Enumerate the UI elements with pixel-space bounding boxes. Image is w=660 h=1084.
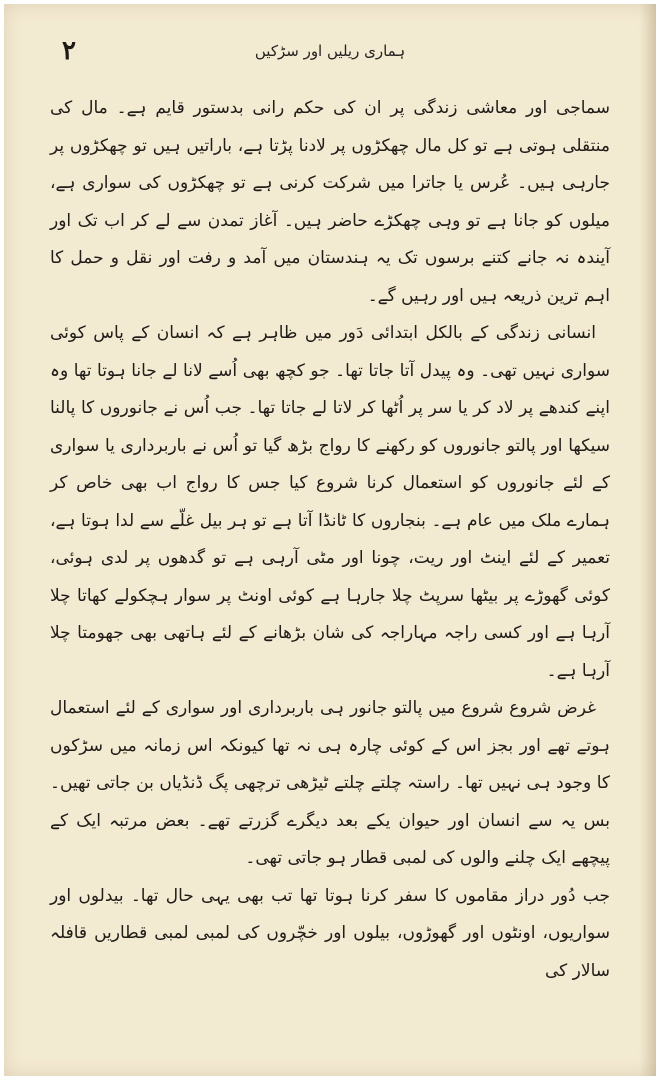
paragraph: غرض شروع شروع میں پالتو جانور ہی باربرداری اور سواری کے لئے استعمال ہوتے تھے اور بجز اس کے کوئی چارہ ہی نہ تھا کیونکہ اس زمانہ میں سڑکوں کا وجود ہی نہیں تھا۔ راستہ چلتے چلتے ٹیڑھی ترچھی پگ ڈنڈیاں بن جاتی تھیں۔ بس یہ سے انسان اور حیوان یکے بعد دیگرے گزرتے تھے۔ بعض مرتبہ ایک کے پیچھے ایک چلنے والوں کی لمبی قطار ہو جاتی تھی۔: [50, 698, 610, 868]
page-number: ۲: [62, 36, 76, 66]
body-text: [50, 90, 610, 990]
paragraph: انسانی زندگی کے بالکل ابتدائی دَور میں ظاہر ہے کہ انسان کے پاس کوئی سواری نہیں تھی۔ وہ پیدل آتا جاتا تھا۔ جو کچھ بھی اُسے لانا لے جانا ہوتا تھا وہ اپنے کندھے پر لاد کر یا سر پر اُٹھا کر لاتا لے جاتا تھا۔ جب اُس نے جانوروں کا پالنا سیکھا اور پالتو جانوروں کو رکھنے کا رواج بڑھ گیا تو اُس نے باربرداری یا سواری کے لئے جانوروں کو استعمال کرنا شروع کیا جس کا رواج اب بھی خاص کر ہمارے ملک میں عام ہے۔ بنجاروں کا ٹانڈا آتا ہے تو ہر بیل غلّے سے لدا ہوتا ہے، تعمیر کے لئے اینٹ اور ریت، چونا اور مٹی آرہی ہے تو گدھوں پر لدی ہوئی، کوئی گھوڑے پر بیٹھا سرپٹ چلا جارہا ہے کوئی اونٹ پر سوار ہچکولے کھاتا چلا آرہا ہے اور کسی راجہ مہاراجہ کی شان بڑھانے کے لئے ہاتھی بھی جھومتا چلا آرہا ہے۔: [50, 323, 610, 681]
book-page: [4, 4, 656, 1076]
paragraph: جب دُور دراز مقاموں کا سفر کرنا ہوتا تھا تب بھی یہی حال تھا۔ بیدلوں اور سواریوں، اونٹوں اور گھوڑوں، بیلوں اور خچّروں کی لمبی لمبی قطاریں قافلہ سالار کی: [50, 885, 610, 981]
paragraph: سماجی اور معاشی زندگی پر ان کی حکم رانی بدستور قایم ہے۔ مال کی منتقلی ہوتی ہے تو کل مال چھکڑوں پر لادنا پڑتا ہے، باراتیں ہیں تو چھکڑوں پر جارہی ہیں۔ عُرس یا جاترا میں شرکت کرنی ہے تو چھکڑوں کی سواری ہے، میلوں کو جانا ہے تو وہی چھکڑے حاضر ہیں۔ آغاز تمدن سے لے کر اب تک اور آیندہ نہ جانے کتنے برسوں تک یہ ہندستان میں آمد و رفت اور نقل و حمل کا اہم ترین ذریعہ ہیں اور رہیں گے۔: [50, 98, 610, 306]
page-header: [4, 34, 656, 68]
running-head: ہماری ریلیں اور سڑکیں: [254, 42, 406, 60]
page-edge-shadow: [640, 4, 656, 1076]
